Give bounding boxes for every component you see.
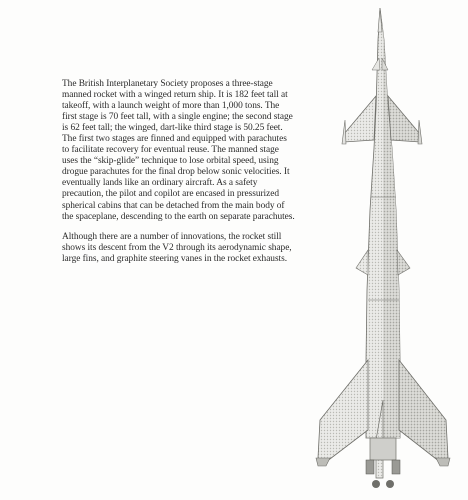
steering-vane-right bbox=[392, 460, 400, 474]
steering-vane-left bbox=[366, 460, 374, 474]
upper-wing-right bbox=[388, 96, 420, 142]
fin-foot-right bbox=[436, 458, 450, 466]
upper-wing-left bbox=[344, 96, 376, 142]
rocket-body-shade bbox=[380, 8, 400, 438]
article-text bbox=[62, 79, 296, 274]
upper-wing-tipfin-left bbox=[342, 120, 346, 144]
mid-fin-right bbox=[397, 250, 410, 275]
canard-left bbox=[372, 58, 380, 70]
mid-fin-left bbox=[356, 250, 368, 275]
fin-foot-left bbox=[316, 458, 330, 466]
landing-wheel-right bbox=[386, 480, 394, 488]
paragraph-2: Although there are a number of innovations, the rocket still shows its descent from the V2 through its aerodynamic shape, large fins, and graphite steering vanes in the rocket exhausts. bbox=[62, 231, 292, 264]
rocket-illustration bbox=[296, 0, 468, 500]
upper-wing-tipfin-right bbox=[418, 120, 422, 144]
lower-fin-left bbox=[318, 360, 368, 462]
engine-nozzle bbox=[370, 438, 396, 460]
rocket-svg bbox=[296, 0, 468, 500]
landing-wheel-left bbox=[372, 480, 380, 488]
lower-fin-right bbox=[399, 360, 448, 462]
paragraph-1: The British Interplanetary Society proposes a three-stage manned rocket with a winged return ship. It is 182 feet tall at takeoff, with a launch weight of more than 1,000 tons. The first stage is 70 feet tall, with a single engine; the second stage is 62 feet tall; the winged, dart-like third stage is 50.25 feet. The first two stages are finned and equipped with parachutes to facilitate recovery for eventual reuse. The manned stage uses the “skip-glide” technique to lose orbital speed, using drogue parachutes for the final drop below sonic velocities. It eventually lands like an ordinary aircraft. As a safety precaution, the pilot and copilot are encased in pressurized spherical cabins that can be detached from the main body of the spaceplane, descending to the earth on separate parachutes. bbox=[62, 79, 295, 222]
